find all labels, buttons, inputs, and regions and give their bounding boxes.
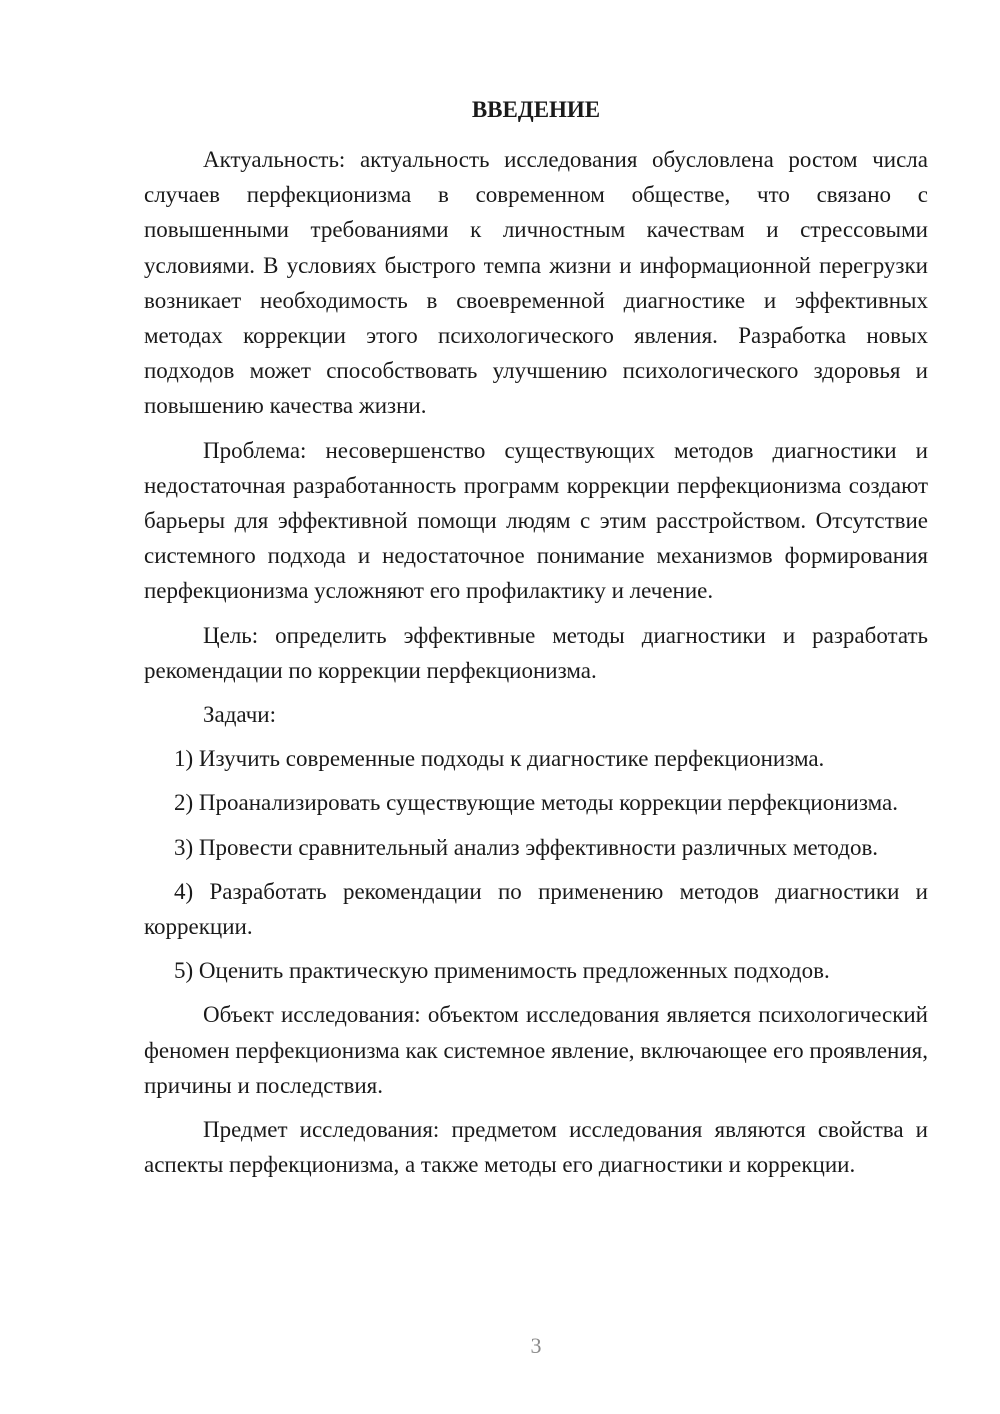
- relevance-paragraph: Актуальность: актуальность исследования обусловлена ростом числа случаев перфекционизма в современном обществе, что связано с повышенными требованиями к личностным качествам и стрессовыми условиями. В условиях быстрого темпа жизни и информационной перегрузки возникает необходимость в своевременной диагностике и эффективных методах коррекции этого психологического явления. Разработка новых подходов может способствовать улучшению психологического здоровья и повышению качества жизни.: [144, 147, 928, 419]
- task-item: 4) Разработать рекомендации по применению методов диагностики и коррекции.: [144, 878, 928, 940]
- goal-paragraph: Цель: определить эффективные методы диагностики и разработать рекомендации по коррекции перфекционизма.: [144, 622, 928, 683]
- tasks-label: Задачи:: [203, 702, 276, 728]
- object-paragraph: Объект исследования: объектом исследования является психологический феномен перфекционизма как системное явление, включающее его проявления, причины и последствия.: [144, 1002, 928, 1098]
- page-number: 3: [530, 1333, 542, 1358]
- task-item: 2) Проанализировать существующие методы коррекции перфекционизма.: [174, 790, 898, 816]
- page-content: [144, 94, 928, 1182]
- task-item: 1) Изучить современные подходы к диагностике перфекционизма.: [174, 746, 825, 772]
- section-heading: ВВЕДЕНИЕ: [471, 97, 601, 122]
- task-item: 3) Провести сравнительный анализ эффективности различных методов.: [174, 834, 879, 860]
- task-item: 5) Оценить практическую применимость предложенных подходов.: [174, 958, 830, 984]
- subject-paragraph: Предмет исследования: предметом исследования являются свойства и аспекты перфекционизма, а также методы его диагностики и коррекции.: [144, 1117, 928, 1178]
- problem-paragraph: Проблема: несовершенство существующих методов диагностики и недостаточная разработанность программ коррекции перфекционизма создают барьеры для эффективной помощи людям с этим расстройством. Отсутствие системного подхода и недостаточное понимание механизмов формирования перфекционизма усложняют его профилактику и лечение.: [144, 437, 928, 604]
